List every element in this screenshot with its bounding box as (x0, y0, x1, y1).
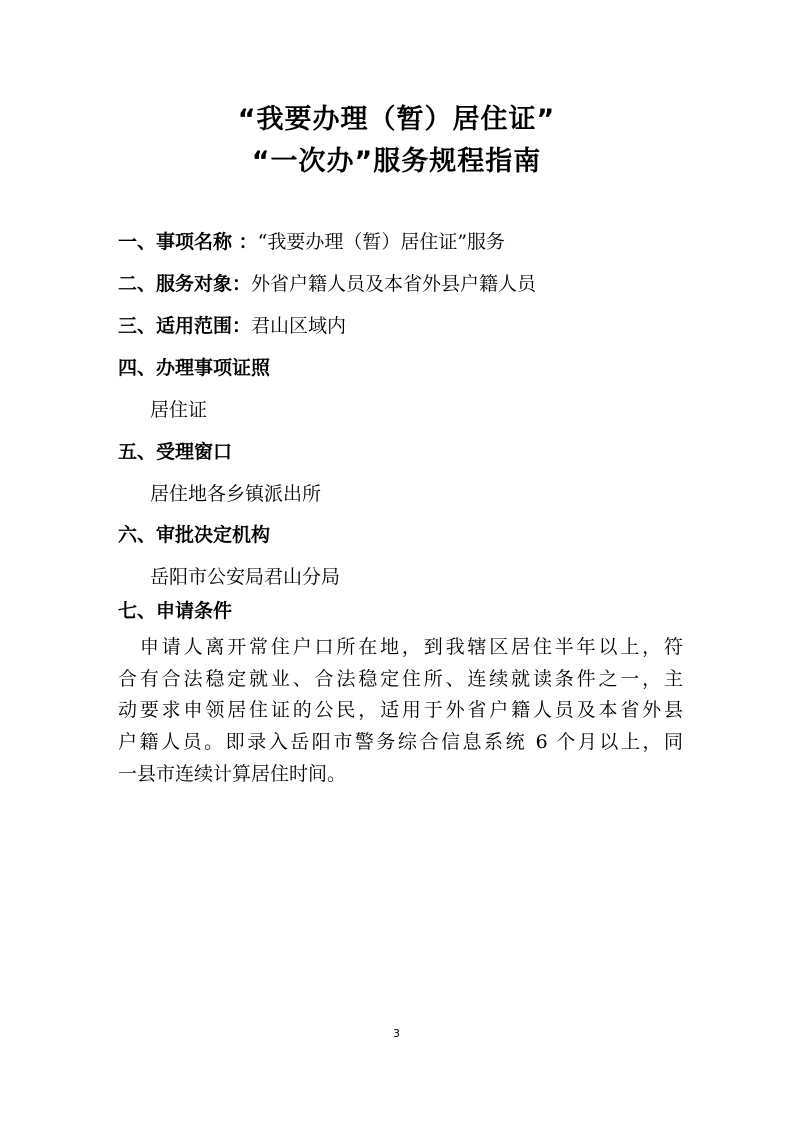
page-number: 3 (393, 1027, 400, 1040)
document-title-line-1: “我要办理（暂）居住证” (237, 104, 556, 135)
document-title-line-2: “一次办”服务规程指南 (251, 146, 542, 177)
paragraph-line: 动要求申领居住证的公民，适用于外省户籍人员及本省外县 (118, 699, 683, 722)
section-service-target (118, 271, 536, 297)
section-heading-window: 五、受理窗口 (118, 441, 233, 463)
section-heading-conditions: 七、申请条件 (118, 600, 233, 622)
section-heading-authority: 六、审批决定机构 (118, 524, 271, 546)
section-content: “我要办理（暂）居住证”服务 (257, 231, 506, 253)
paragraph-line: 户籍人员。即录入岳阳市警务综合信息系统 6 个月以上，同 (118, 731, 683, 754)
section-content-authority: 岳阳市公安局君山分局 (150, 566, 341, 588)
section-content: 外省户籍人员及本省外县户籍人员 (251, 273, 537, 295)
paragraph-line: 一县市连续计算居住时间。 (118, 762, 347, 785)
section-scope (118, 313, 346, 339)
paragraph-line: 申请人离开常住户口所在地，到我辖区居住半年以上，符 (118, 636, 683, 658)
section-heading-license: 四、办理事项证照 (118, 357, 271, 379)
section-heading: 一、事项名称 ： (118, 231, 258, 253)
section-heading: 三、适用范围： (118, 315, 252, 337)
section-content-license: 居住证 (150, 399, 208, 421)
paragraph-line: 合有合法稳定就业、合法稳定住所、连续就读条件之一，主 (118, 667, 683, 690)
section-heading: 二、服务对象： (118, 273, 252, 295)
section-item-name (118, 229, 505, 255)
section-content-window: 居住地各乡镇派出所 (150, 483, 322, 505)
conditions-paragraph (118, 632, 683, 791)
section-content: 君山区域内 (251, 315, 347, 337)
